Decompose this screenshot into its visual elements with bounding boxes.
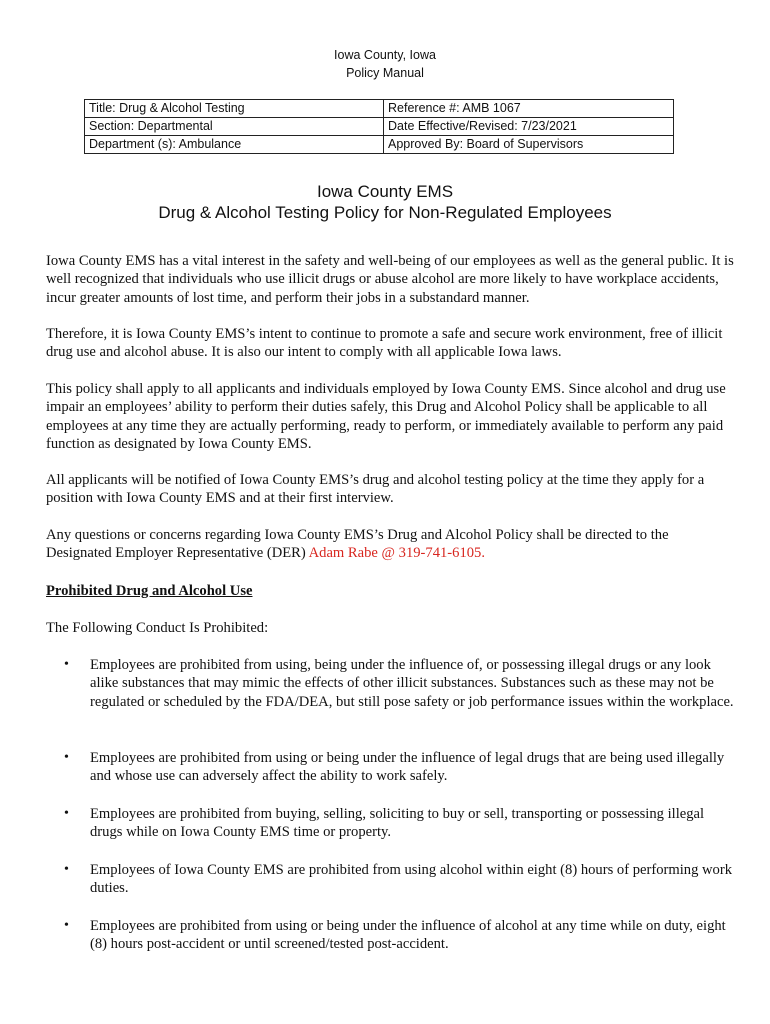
meta-section-cell: Section: Departmental [85,118,384,136]
meta-title-cell: Title: Drug & Alcohol Testing [85,100,384,118]
bullet-icon: • [64,918,69,933]
section-heading: Prohibited Drug and Alcohol Use [46,583,253,599]
document-title-policy: Drug & Alcohol Testing Policy for Non-Regulated Employees [158,203,612,222]
document-title-org: Iowa County EMS [316,182,454,201]
meta-reference-cell: Reference #: AMB 1067 [384,100,674,118]
list-item-text: Employees are prohibited from using or being under the influence of legal drugs that are being used illegally and whose use can adversely affect the ability to work safely. [90,750,725,785]
bullet-icon: • [64,750,69,765]
meta-approved-cell: Approved By: Board of Supervisors [384,136,674,154]
paragraph-notification: All applicants will be notified of Iowa County EMS’s drug and alcohol testing policy at the time they apply for a position with Iowa County EMS and at their first interview. [46,472,705,507]
list-item-text: Employees are prohibited from buying, selling, soliciting to buy or sell, transporting or possessing illegal drugs while on Iowa County EMS time or property. [90,806,705,841]
header-policy-manual: Policy Manual [346,66,424,80]
list-item-text: Employees of Iowa County EMS are prohibited from using alcohol within eight (8) hours of performing work duties. [90,862,733,897]
list-item-text: Employees are prohibited from using, being under the influence of, or possessing illegal drugs or any look alike substances that may mimic the effects of other illicit substances. Substances such as these may not be regulated or scheduled by the FDA/DEA, but still pose safety or job performance issues within the workplace. [90,657,734,710]
bullet-icon: • [64,657,69,672]
meta-date-cell: Date Effective/Revised: 7/23/2021 [384,118,674,136]
meta-row [85,100,674,118]
paragraph-interest: Iowa County EMS has a vital interest in the safety and well-being of our employees as well as the general public. It is well recognized that individuals who use illicit drugs or abuse alcohol are more likely to have workplace accidents, incur greater amounts of lost time, and perform their jobs in a substandard manner. [46,253,734,306]
der-contact: Adam Rabe @ 319-741-6105. [308,545,485,562]
paragraph-intent: Therefore, it is Iowa County EMS’s intent to continue to promote a safe and secure work environment, free of illicit drug use and alcohol abuse. It is also our intent to comply with all applicable Iowa laws. [46,326,723,361]
meta-department-cell: Department (s): Ambulance [85,136,384,154]
meta-row [85,136,674,154]
section-intro: The Following Conduct Is Prohibited: [46,620,269,636]
bullet-icon: • [64,806,69,821]
header-county: Iowa County, Iowa [334,48,436,62]
meta-row [85,118,674,136]
questions-text: Any questions or concerns regarding Iowa County EMS’s Drug and Alcohol Policy shall be directed to the Designated Employer Representative (DER) [46,527,669,562]
paragraph-applicability: This policy shall apply to all applicants and individuals employed by Iowa County EMS. Since alcohol and drug use impair an employees’ ability to perform their duties safely, this Drug and Alcohol Policy shall be applicable to all employees at any time they are actually performing, ready to perform, or immediately available to perform any paid function as designated by Iowa County EMS. [46,381,726,452]
bullet-icon: • [64,862,69,877]
paragraph-questions [46,526,736,563]
list-item-text: Employees are prohibited from using or being under the influence of alcohol at any time while on duty, eight (8) hours post-accident or until screened/tested post-accident. [90,918,726,953]
policy-meta-table [84,99,674,154]
